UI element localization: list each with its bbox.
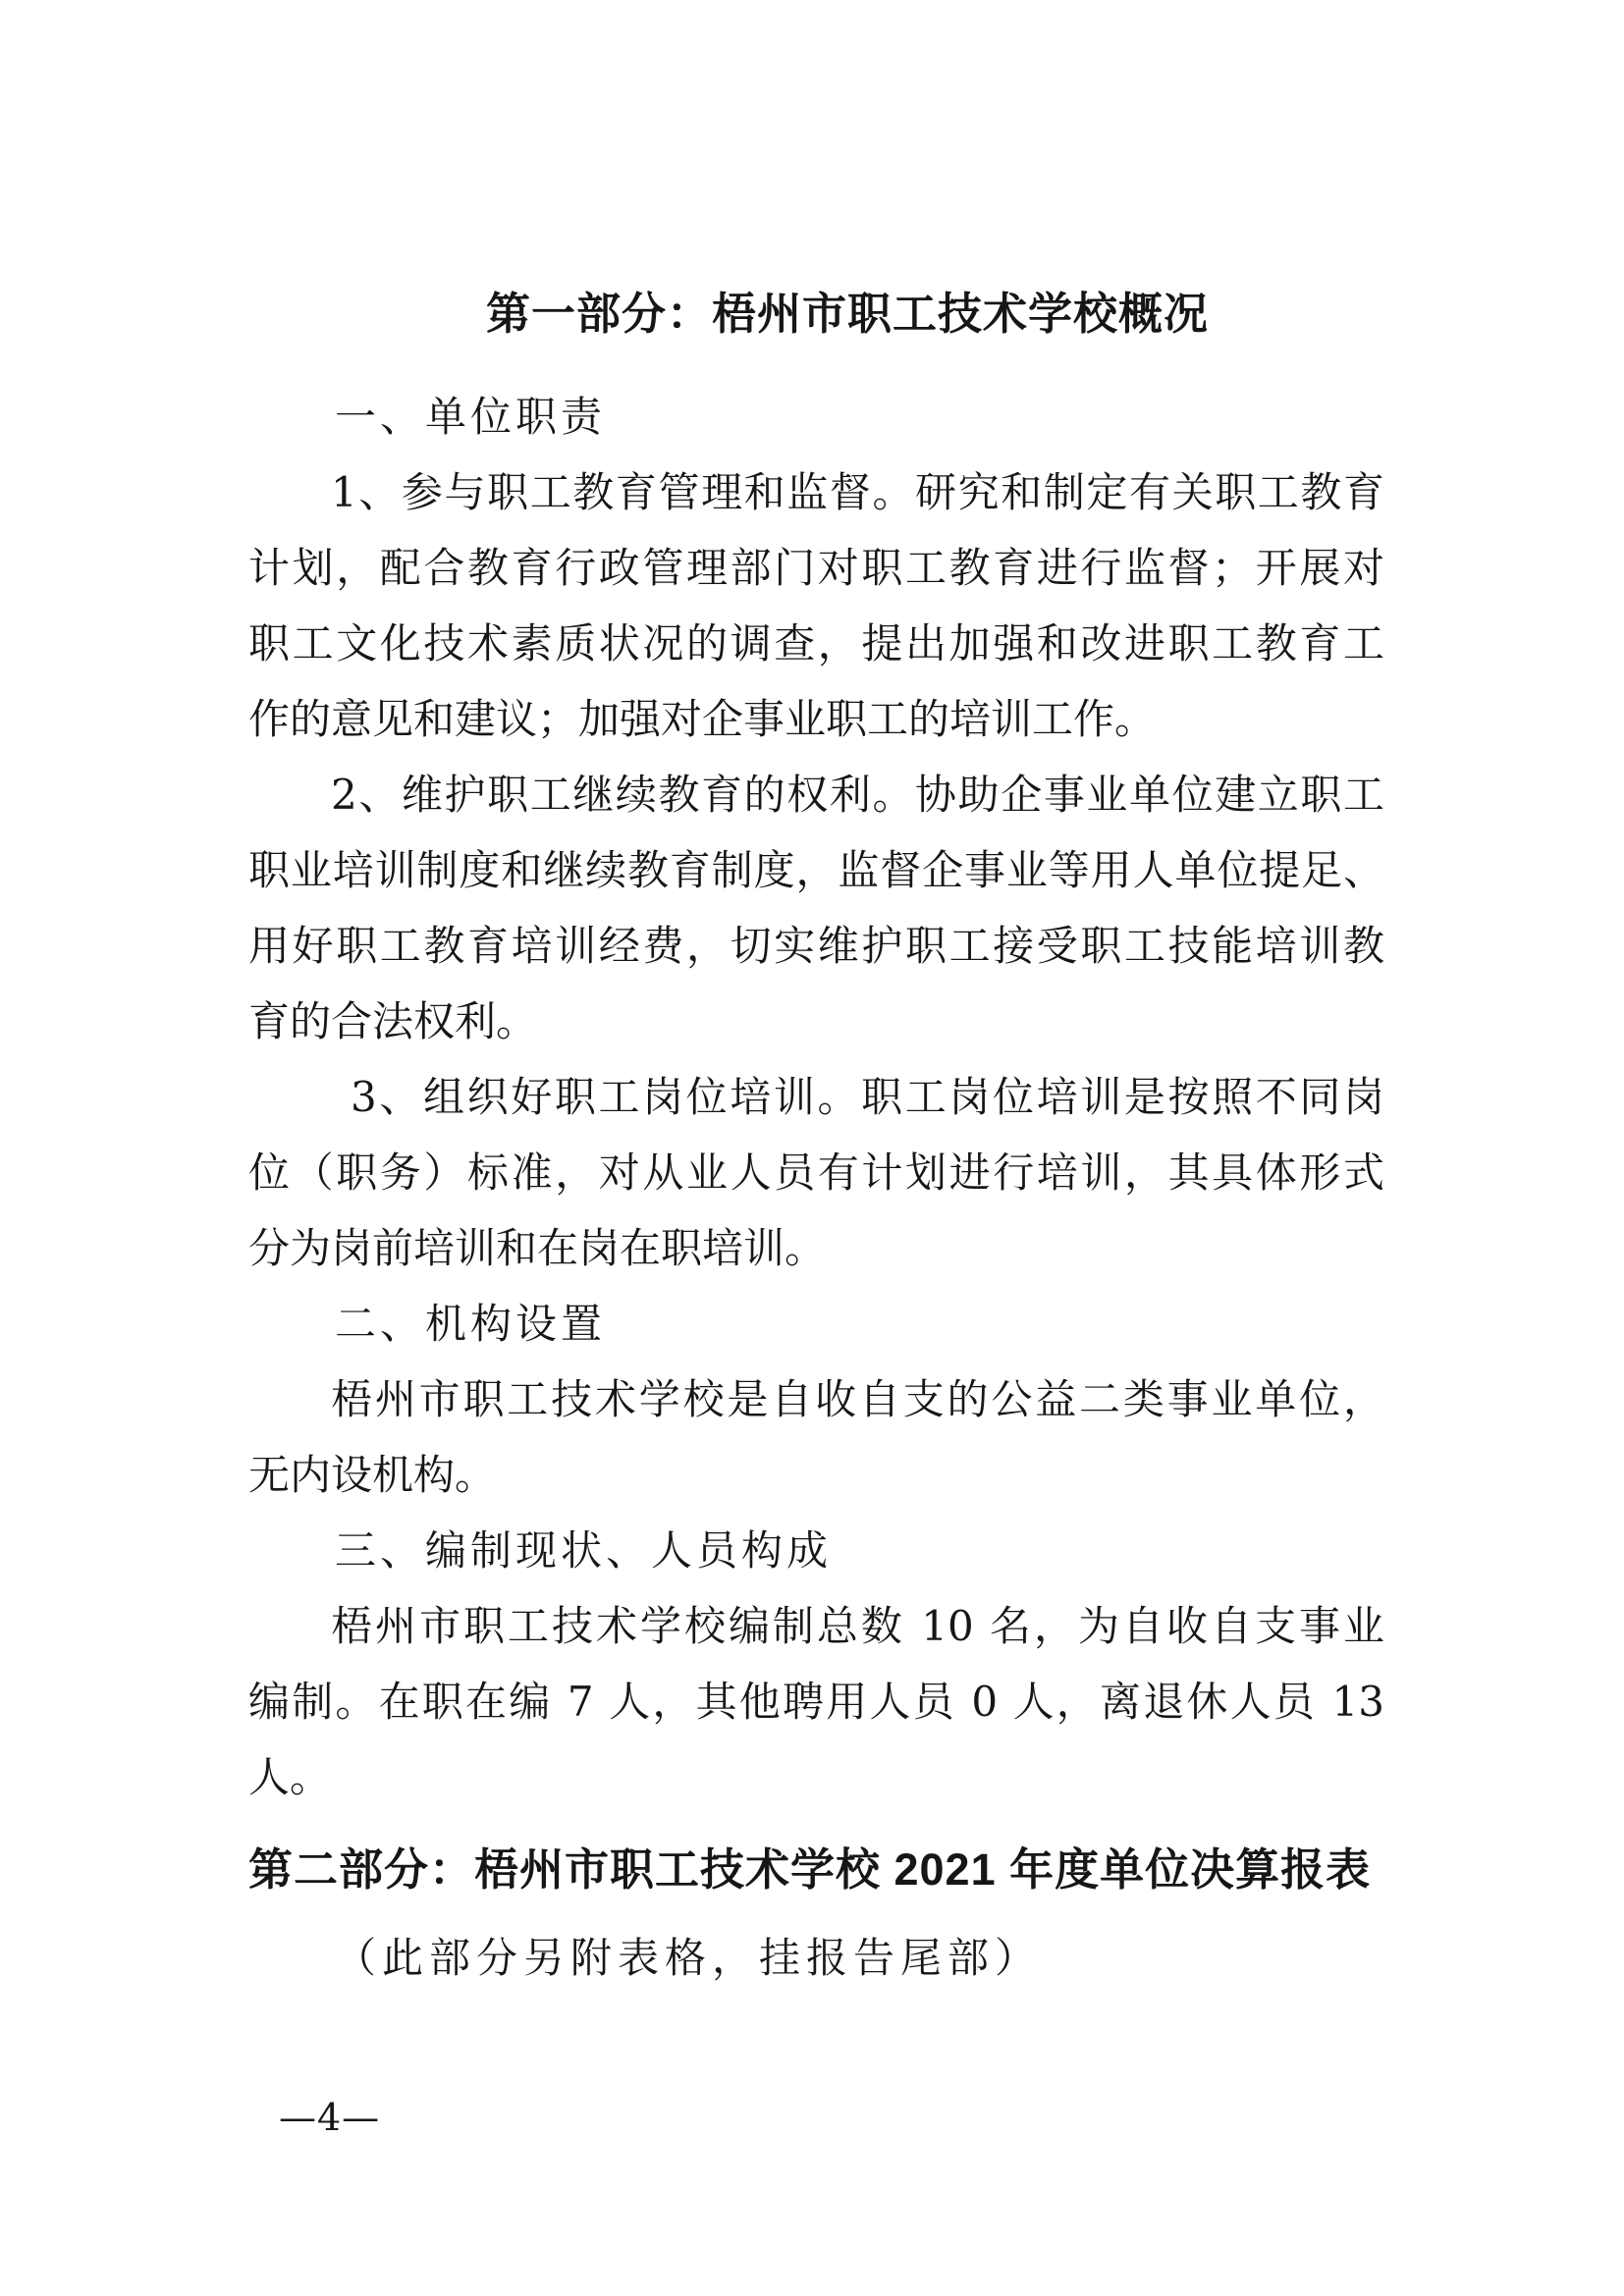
body-line: 作的意见和建议；加强对企事业职工的培训工作。 [248,695,1157,743]
part1-title: 第一部分：梧州市职工技术学校概况 [485,289,1209,339]
part2-title: 第二部分：梧州市职工技术学校 2021 年度单位决算报表 [248,1844,1372,1895]
section-heading-unit-duties: 一、单位职责 [335,393,607,441]
document-body [248,379,1384,1815]
page-number: —4— [279,2096,381,2139]
body-line: 职业培训制度和继续教育制度，监督企事业等用人单位提足、 [248,846,1384,894]
part2-note: （此部分另附表格，挂报告尾部） [335,1934,1043,1982]
body-line: 育的合法权利。 [248,997,538,1045]
section-heading-staffing: 三、编制现状、人员构成 [335,1526,833,1575]
body-line: 3、组织好职工岗位培训。职工岗位培训是按照不同岗 [351,1073,1384,1121]
body-line: 计划，配合教育行政管理部门对职工教育进行监督；开展对 [248,544,1384,592]
body-line: 无内设机构。 [248,1451,497,1499]
section-heading-organization: 二、机构设置 [335,1300,607,1348]
body-line: 人。 [248,1753,332,1801]
body-line: 1、参与职工教育管理和监督。研究和制定有关职工教育 [331,468,1384,516]
body-line: 编制。在职在编 7 人，其他聘用人员 0 人，离退休人员 13 [248,1678,1384,1726]
body-line: 梧州市职工技术学校是自收自支的公益二类事业单位， [331,1375,1384,1423]
body-line: 位（职务）标准，对从业人员有计划进行培训，其具体形式 [248,1148,1384,1197]
body-line: 2、维护职工继续教育的权利。协助企事业单位建立职工 [331,771,1384,819]
body-line: 梧州市职工技术学校编制总数 10 名，为自收自支事业 [331,1602,1384,1650]
body-line: 职工文化技术素质状况的调查，提出加强和改进职工教育工 [248,619,1384,667]
body-line: 分为岗前培训和在岗在职培训。 [248,1224,827,1272]
body-line: 用好职工教育培训经费，切实维护职工接受职工技能培训教 [248,922,1384,970]
